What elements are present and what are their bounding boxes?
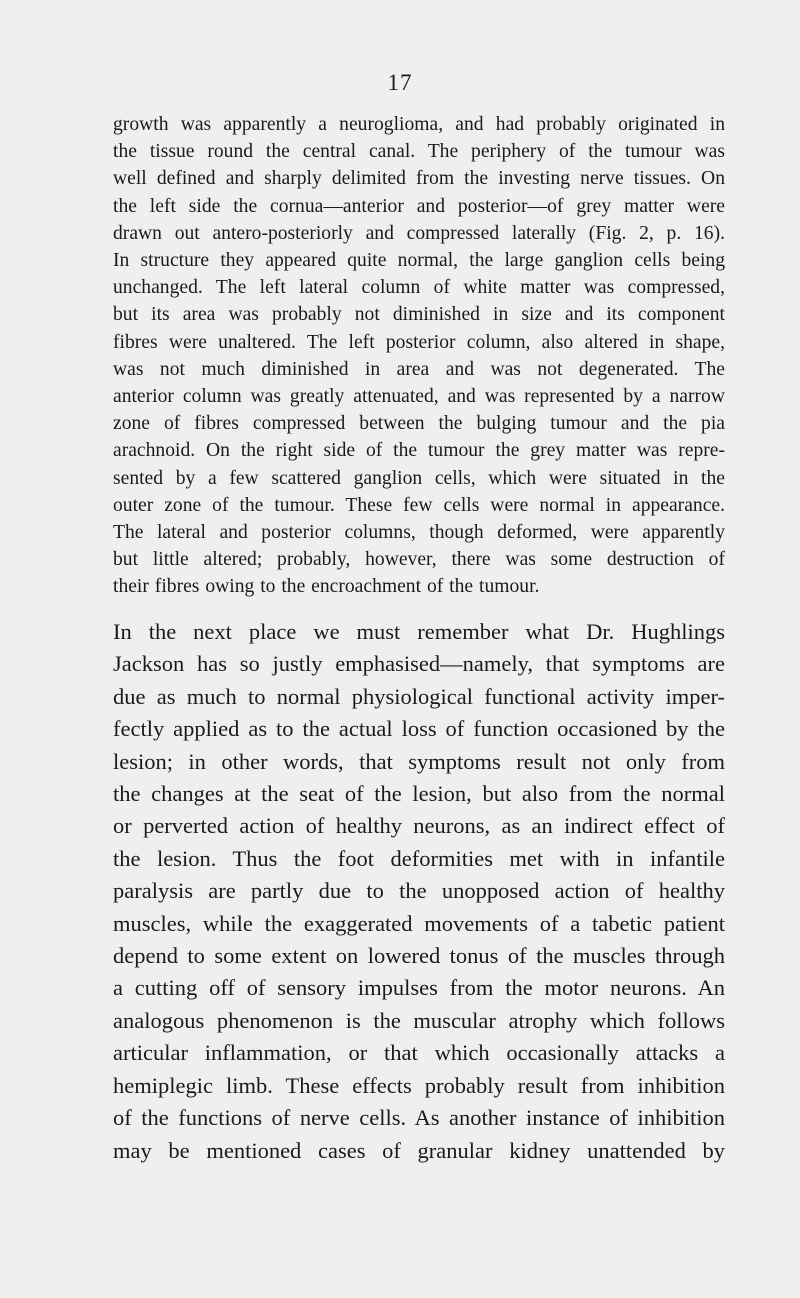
text-line: The lateral and posterior columns, though deformed, were apparently [113, 522, 725, 544]
text-line: depend to some extent on lowered tonus of the muscles through [113, 943, 725, 969]
text-line: fectly applied as to the actual loss of function occasioned by the [113, 716, 725, 742]
paragraph-hughlings-jackson [113, 616, 725, 1167]
text-line: fibres were unaltered. The left posterior column, also altered in shape, [113, 331, 725, 353]
text-line: a cutting off of sensory impulses from the motor neurons. An [113, 975, 725, 1001]
text-line: the changes at the seat of the lesion, but also from the normal [113, 781, 725, 807]
text-line: zone of fibres compressed between the bulging tumour and the pia [113, 413, 725, 435]
text-line: lesion; in other words, that symptoms result not only from [113, 748, 725, 774]
text-line: the tissue round the central canal. The periphery of the tumour was [113, 141, 725, 163]
text-line: or perverted action of healthy neurons, as an indirect effect of [113, 813, 725, 839]
text-line: but little altered; probably, however, there was some destruction of [113, 549, 725, 571]
text-line: anterior column was greatly attenuated, and was represented by a narrow [113, 386, 725, 408]
paragraph-case-report [113, 111, 725, 601]
text-line: drawn out antero-posteriorly and compressed laterally (Fig. 2, p. 16). [113, 222, 725, 244]
text-line: growth was apparently a neuroglioma, and had probably originated in [113, 114, 725, 135]
text-line: of the functions of nerve cells. As another instance of inhibition [113, 1105, 725, 1131]
text-line: well defined and sharply delimited from the investing nerve tissues. On [113, 168, 725, 190]
text-line: hemiplegic limb. These effects probably result from inhibition [113, 1072, 725, 1098]
text-line: paralysis are partly due to the unopposed action of healthy [113, 878, 725, 904]
text-line: arachnoid. On the right side of the tumour the grey matter was repre- [113, 440, 725, 462]
text-line: Jackson has so justly emphasised—namely, that symptoms are [113, 651, 725, 677]
page-number: 17 [387, 70, 413, 95]
text-line: may be mentioned cases of granular kidney unattended by [113, 1137, 725, 1163]
text-line: due as much to normal physiological functional activity imper- [113, 683, 725, 709]
text-line: articular inflammation, or that which occasionally attacks a [113, 1040, 725, 1066]
text-line: but its area was probably not diminished in size and its component [113, 304, 725, 326]
text-line: was not much diminished in area and was not degenerated. The [113, 358, 725, 380]
text-line: sented by a few scattered ganglion cells, which were situated in the [113, 467, 725, 489]
text-line: analogous phenomenon is the muscular atrophy which follows [113, 1007, 725, 1033]
text-line: the left side the cornua—anterior and posterior—of grey matter were [113, 195, 725, 217]
text-line: their fibres owing to the encroachment of the tumour. [113, 576, 540, 598]
text-line: In structure they appeared quite normal, the large ganglion cells being [113, 250, 725, 272]
text-line: the lesion. Thus the foot deformities met with in infantile [113, 845, 725, 871]
text-line: muscles, while the exaggerated movements of a tabetic patient [113, 910, 725, 936]
text-line: unchanged. The left lateral column of white matter was compressed, [113, 277, 725, 299]
text-line: In the next place we must remember what Dr. Hughlings [113, 619, 725, 644]
text-line: outer zone of the tumour. These few cells were normal in appearance. [113, 494, 725, 516]
